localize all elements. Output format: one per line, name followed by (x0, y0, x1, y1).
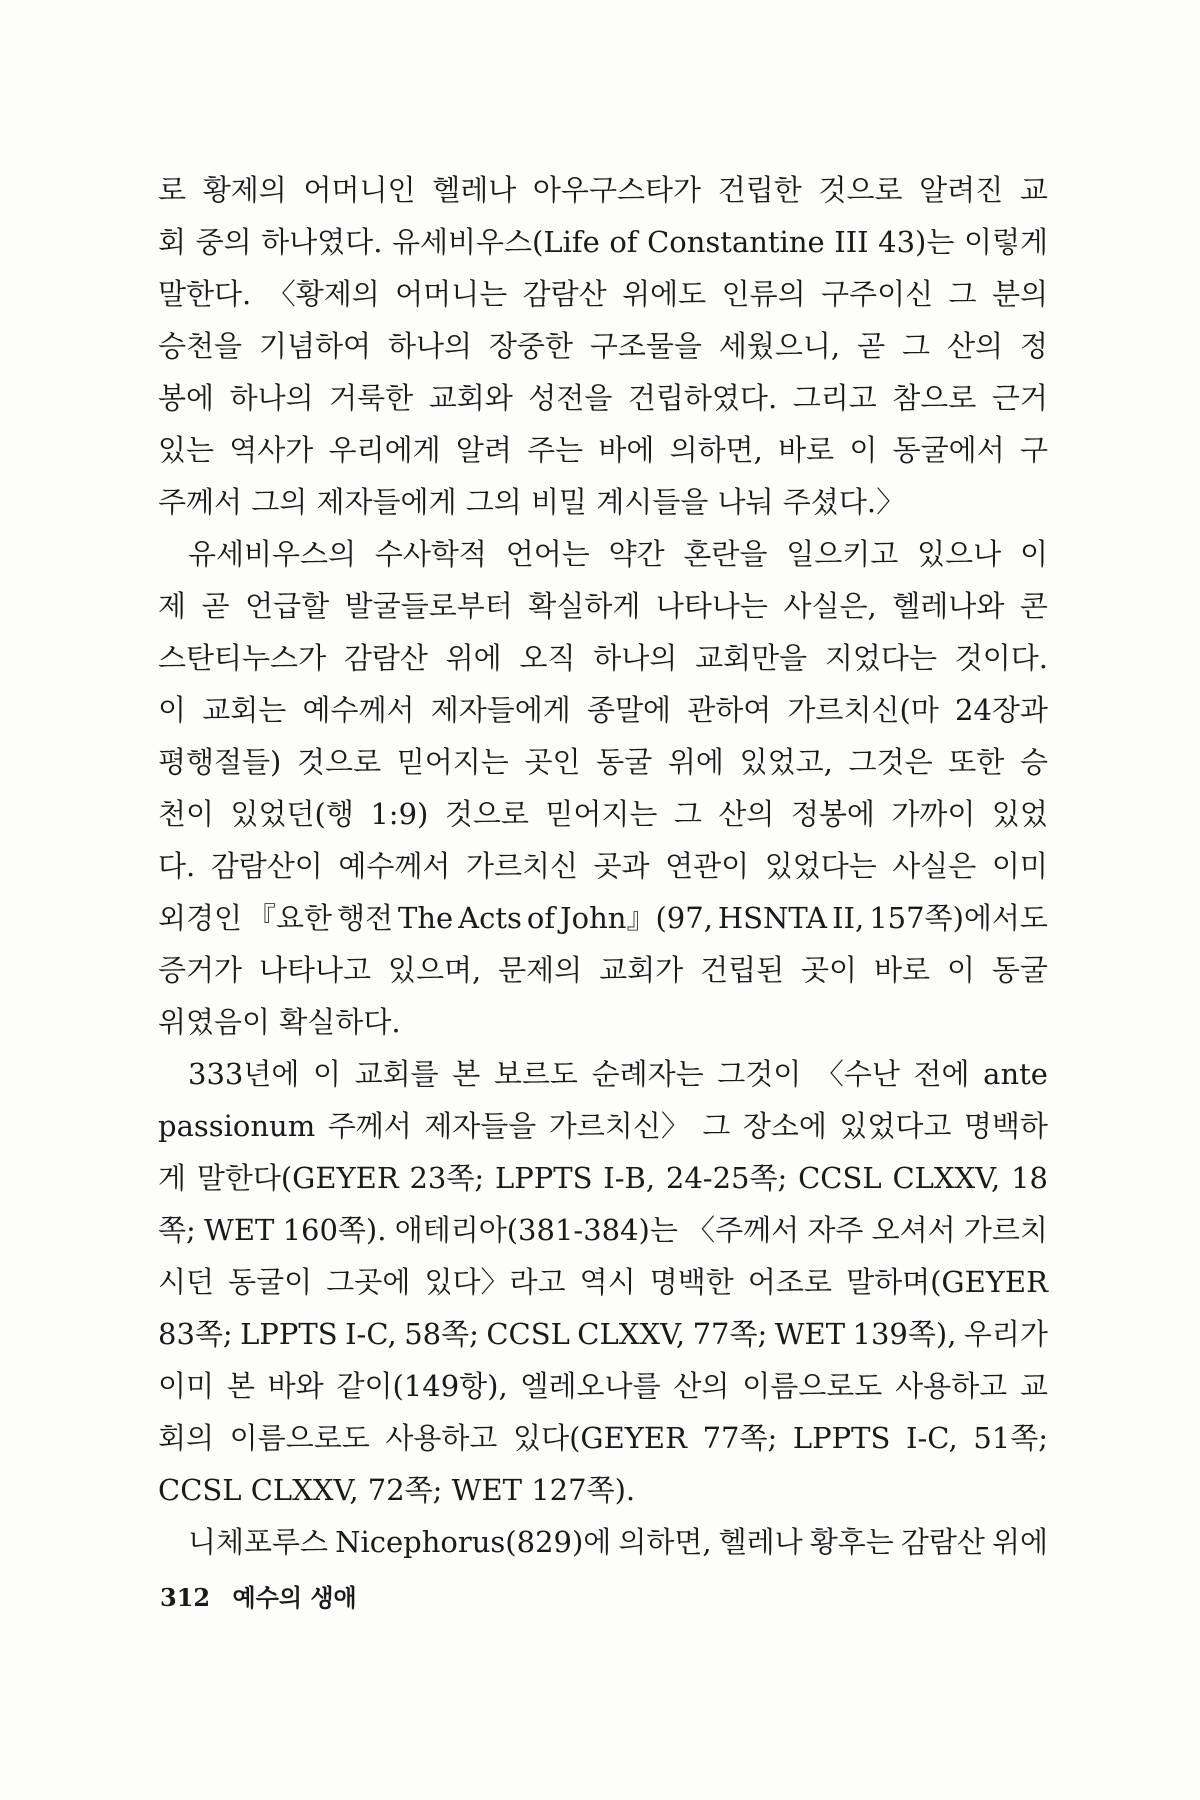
text-line: 쪽; WET 160쪽). 애테리아(381-384)는 〈주께서 자주 오셔서 가르치 (158, 1213, 1048, 1247)
text-line: passionum 주께서 제자들을 가르치신〉 그 장소에 있었다고 명백하 (158, 1109, 1048, 1143)
text-line: 333년에 이 교회를 본 보르도 순례자는 그것이 〈수난 전에 ante (188, 1057, 1048, 1091)
text-line: 83쪽; LPPTS I-C, 58쪽; CCSL CLXXV, 77쪽; WET 139쪽), 우리가 (158, 1317, 1048, 1351)
text-line: 회 중의 하나였다. 유세비우스(Life of Constantine III 43)는 이렇게 (158, 225, 1048, 259)
text-line: 평행절들) 것으로 믿어지는 곳인 동굴 위에 있었고, 그것은 또한 승 (158, 745, 1048, 779)
text-line: 제 곧 언급할 발굴들로부터 확실하게 나타나는 사실은, 헬레나와 콘 (158, 589, 1048, 623)
text-line: 로 황제의 어머니인 헬레나 아우구스타가 건립한 것으로 알려진 교 (158, 173, 1048, 207)
text-line: 이미 본 바와 같이(149항), 엘레오나를 산의 이름으로도 사용하고 교 (158, 1369, 1048, 1403)
text-line: 봉에 하나의 거룩한 교회와 성전을 건립하였다. 그리고 참으로 근거 (158, 381, 1048, 415)
text-line: CCSL CLXXV, 72쪽; WET 127쪽). (158, 1473, 636, 1507)
text-line: 말한다. 〈황제의 어머니는 감람산 위에도 인류의 구주이신 그 분의 (158, 277, 1048, 311)
text-line: 외경인 『요한 행전 The Acts of John』(97, HSNTA II, 157쪽)에서도 (158, 901, 1048, 935)
page-number: 312 (160, 1583, 211, 1612)
text-line: 이 교회는 예수께서 제자들에게 종말에 관하여 가르치신(마 24장과 (158, 693, 1048, 727)
text-line: 다. 감람산이 예수께서 가르치신 곳과 연관이 있었다는 사실은 이미 (158, 849, 1048, 883)
text-line: 천이 있었던(행 1:9) 것으로 믿어지는 그 산의 정봉에 가까이 있었 (158, 797, 1048, 831)
text-line: 승천을 기념하여 하나의 장중한 구조물을 세웠으니, 곧 그 산의 정 (158, 329, 1048, 363)
text-line: 시던 동굴이 그곳에 있다〉라고 역시 명백한 어조로 말하며(GEYER (158, 1265, 1048, 1299)
page-footer (160, 1578, 357, 1613)
text-line: 니체포루스 Nicephorus(829)에 의하면, 헬레나 황후는 감람산 위에 (188, 1525, 1048, 1559)
text-line: 위였음이 확실하다. (158, 1005, 401, 1039)
text-line: 스탄티누스가 감람산 위에 오직 하나의 교회만을 지었다는 것이다. (158, 641, 1048, 675)
text-line: 주께서 그의 제자들에게 그의 비밀 계시들을 나눠 주셨다.〉 (158, 485, 906, 519)
running-title: 예수의 생애 (232, 1583, 357, 1612)
text-line: 게 말한다(GEYER 23쪽; LPPTS I-B, 24-25쪽; CCSL CLXXV, 18 (158, 1161, 1048, 1195)
text-line: 있는 역사가 우리에게 알려 주는 바에 의하면, 바로 이 동굴에서 구 (158, 433, 1048, 467)
text-line: 회의 이름으로도 사용하고 있다(GEYER 77쪽; LPPTS I-C, 51쪽; (158, 1421, 1048, 1455)
text-line: 증거가 나타나고 있으며, 문제의 교회가 건립된 곳이 바로 이 동굴 (158, 953, 1048, 987)
body-text (158, 164, 1048, 1568)
text-line: 유세비우스의 수사학적 언어는 약간 혼란을 일으키고 있으나 이 (188, 537, 1048, 571)
